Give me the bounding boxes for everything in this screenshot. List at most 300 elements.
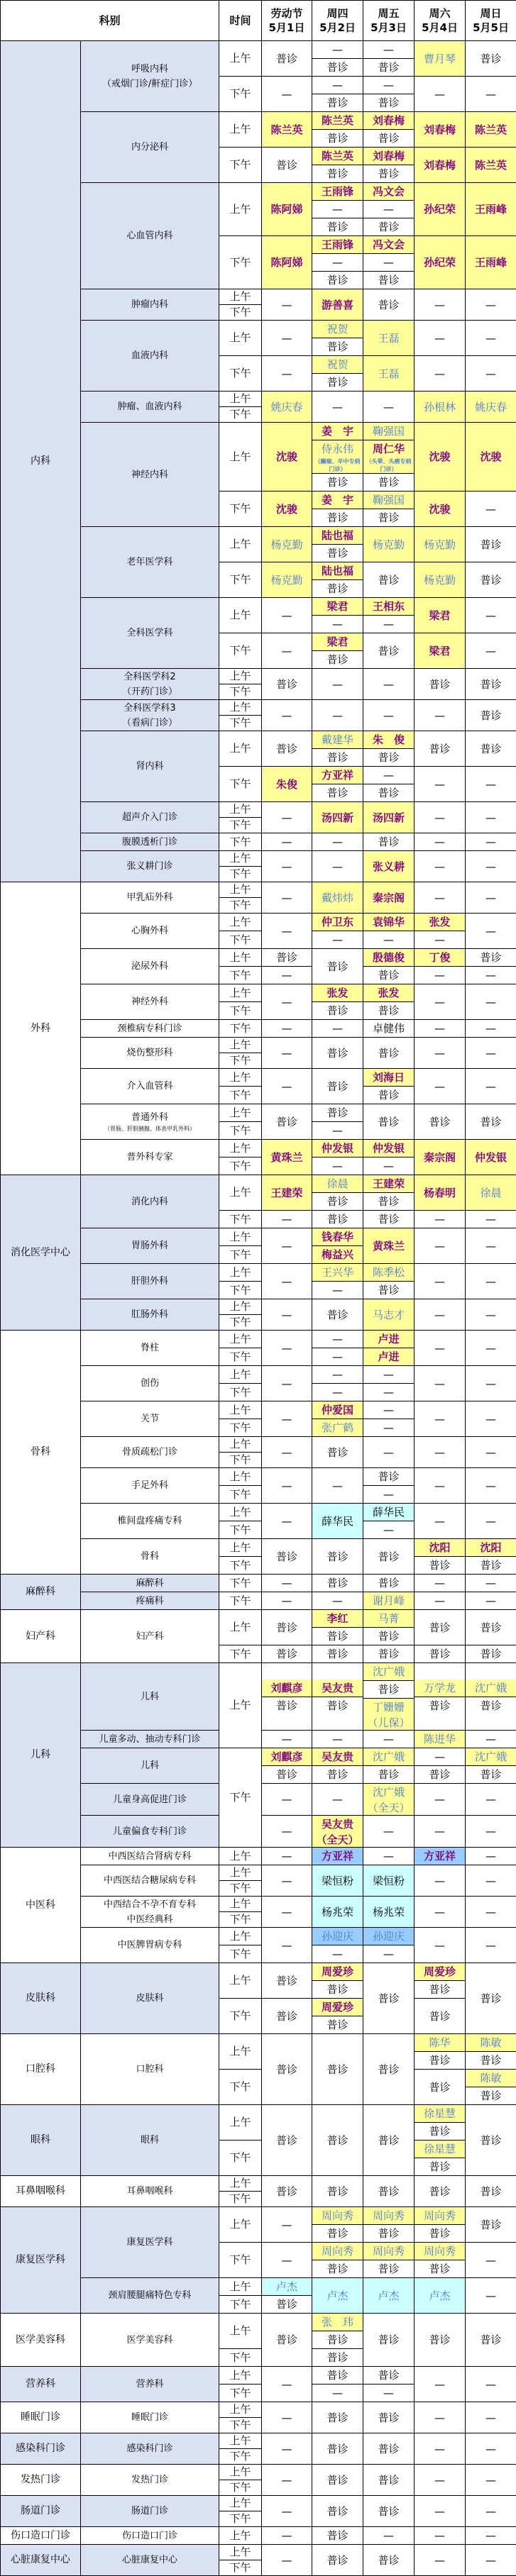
general-clinic-label: 普诊	[415, 2260, 465, 2277]
schedule-cell	[312, 2496, 363, 2527]
department-group	[1, 2527, 81, 2545]
schedule-cell	[312, 1264, 363, 1282]
schedule-cell	[415, 1401, 466, 1437]
no-clinic-dash: —	[415, 1375, 465, 1392]
no-clinic-dash: —	[466, 501, 516, 518]
department-label: 肿瘤内科	[81, 297, 219, 312]
no-clinic-dash: —	[262, 330, 312, 347]
schedule-cell	[262, 1748, 312, 1784]
time-slot	[219, 183, 262, 236]
schedule-cell	[363, 2527, 415, 2545]
doctor-name: 仲发银	[312, 1140, 363, 1157]
doctor-name: 李红	[312, 1610, 363, 1627]
no-clinic-dash: —	[466, 967, 516, 984]
department-group	[1, 1663, 81, 1848]
time-slot	[219, 2496, 262, 2511]
time-label: 下午	[219, 87, 261, 101]
schedule-cell	[312, 802, 363, 833]
schedule-cell	[312, 1504, 363, 1539]
department-name	[81, 1331, 219, 1366]
doctor-name: 陈阿娣	[262, 201, 312, 218]
schedule-cell	[363, 41, 415, 77]
general-clinic-label: 普诊	[363, 1680, 414, 1698]
schedule-cell	[466, 289, 516, 321]
general-clinic-label: 普诊	[363, 2183, 414, 2200]
general-clinic-label: 普诊	[363, 2409, 414, 2426]
doctor-name: 徐星慧	[415, 2105, 465, 2122]
no-clinic-dash: —	[262, 1848, 312, 1865]
no-clinic-dash: —	[363, 77, 414, 94]
schedule-cell	[262, 914, 312, 949]
schedule-row	[1, 882, 516, 898]
time-label: 下午	[219, 1647, 261, 1662]
schedule-cell	[312, 1401, 363, 1419]
schedule-cell	[363, 1663, 415, 1731]
schedule-cell	[415, 767, 466, 802]
doctor-name: 杨春明	[415, 1184, 465, 1201]
doctor-name: 徐星慧	[415, 2141, 465, 2158]
doctor-name: 沈骏	[262, 448, 312, 465]
schedule-cell	[363, 2243, 415, 2278]
doctor-name: 卢进	[363, 1348, 414, 1365]
general-clinic-label: 普诊	[312, 2349, 363, 2366]
schedule-cell	[466, 851, 516, 882]
doctor-name: 丁姗姗	[363, 1698, 414, 1716]
department-name	[81, 2034, 219, 2105]
no-clinic-dash: —	[262, 607, 312, 624]
no-clinic-dash: —	[415, 1306, 465, 1323]
schedule-cell	[363, 1038, 415, 1069]
schedule-cell	[262, 1401, 312, 1437]
no-clinic-dash: —	[466, 1575, 516, 1592]
time-label: 上午	[219, 2280, 261, 2294]
no-clinic-dash: —	[363, 200, 414, 218]
department-name	[81, 183, 219, 289]
time-label: 上午	[219, 1367, 261, 1382]
schedule-cell	[363, 183, 415, 236]
time-label: 下午	[219, 2080, 261, 2094]
time-slot	[219, 2527, 262, 2545]
general-clinic-label: 普诊	[363, 509, 414, 526]
no-clinic-dash: —	[312, 2385, 363, 2402]
no-clinic-dash: —	[363, 1384, 414, 1401]
schedule-cell	[262, 2034, 312, 2105]
time-slot	[219, 1557, 262, 1575]
day-header	[466, 1, 516, 41]
department-label: 中西医结合糖尿病专科	[81, 1873, 219, 1888]
day-header	[312, 1, 363, 41]
department-label: 呼吸内科	[81, 62, 219, 77]
no-clinic-dash: —	[466, 1477, 516, 1494]
time-slot	[219, 2418, 262, 2433]
schedule-cell	[466, 2278, 516, 2314]
schedule-cell	[466, 2496, 516, 2527]
schedule-cell	[466, 1140, 516, 1175]
schedule-cell	[363, 802, 415, 833]
department-label: 骨质疏松门诊	[81, 1445, 219, 1460]
schedule-cell	[415, 1963, 466, 1999]
department-label: 疼痛科	[81, 1594, 219, 1609]
department-label: 创伤	[81, 1376, 219, 1391]
no-clinic-dash: —	[262, 1872, 312, 1889]
department-label: 儿童身高促进门诊	[81, 1792, 219, 1807]
schedule-cell	[466, 882, 516, 914]
day-date: 5月4日	[415, 21, 465, 35]
no-clinic-dash: —	[466, 1513, 516, 1530]
time-slot	[219, 1020, 262, 1038]
schedule-cell	[363, 1468, 415, 1486]
doctor-name: 孙迎庆	[312, 1928, 363, 1945]
time-slot	[219, 1610, 262, 1645]
no-clinic-dash: —	[363, 1486, 414, 1503]
department-label: 外科	[1, 1021, 80, 1036]
department-label: 发热门诊	[1, 2472, 80, 2487]
time-slot	[219, 562, 262, 598]
no-clinic-dash: —	[415, 967, 465, 984]
schedule-cell	[312, 1748, 363, 1784]
doctor-name: （全天）	[312, 1833, 363, 1847]
day-name: 周日	[466, 6, 516, 21]
schedule-cell	[415, 1299, 466, 1331]
doctor-name: 陈阿娣	[262, 254, 312, 271]
no-clinic-dash: —	[415, 1513, 465, 1530]
schedule-cell	[262, 731, 312, 767]
time-slot	[219, 1211, 262, 1228]
schedule-cell	[363, 914, 415, 931]
time-label: 上午	[219, 986, 261, 1001]
doctor-name: 梁君	[415, 607, 465, 624]
doctor-name: 王雨锋	[312, 183, 363, 200]
schedule-cell	[415, 833, 466, 851]
schedule-cell	[262, 356, 312, 392]
time-label: 下午	[219, 1487, 261, 1502]
doctor-name: 王磊	[363, 330, 414, 347]
schedule-cell	[363, 1504, 415, 1521]
time-label: 上午	[219, 1299, 261, 1314]
doctor-name: 马菁	[363, 1610, 414, 1627]
doctor-name: 马志才	[363, 1306, 414, 1323]
general-clinic-label: 普诊	[363, 58, 414, 76]
time-label: 上午	[219, 450, 261, 465]
time-label: 上午	[219, 1849, 261, 1864]
schedule-cell	[363, 1963, 415, 2034]
time-label: 下午	[219, 2350, 261, 2365]
time-slot	[219, 1468, 262, 1486]
schedule-cell	[262, 1784, 312, 1816]
time-slot	[219, 2385, 262, 2402]
general-clinic-label: 普诊	[363, 784, 414, 801]
department-label: 椎间盘疼痛专科	[81, 1514, 219, 1528]
doctor-name: 王雨峰	[466, 254, 516, 271]
schedule-cell	[262, 2465, 312, 2496]
time-label: 上午	[219, 1106, 261, 1121]
department-label: 内科	[1, 454, 80, 469]
schedule-cell	[262, 1575, 312, 1592]
no-clinic-dash: —	[415, 809, 465, 826]
no-clinic-dash: —	[312, 615, 363, 633]
department-name	[81, 1140, 219, 1175]
schedule-cell	[262, 2367, 312, 2402]
schedule-cell	[312, 148, 363, 183]
department-label: 心脏康复中心	[1, 2553, 80, 2567]
schedule-cell	[466, 1211, 516, 1228]
schedule-cell	[466, 949, 516, 967]
schedule-cell	[415, 914, 466, 931]
no-clinic-dash: —	[262, 2409, 312, 2426]
department-label: 消化医学中心	[1, 1245, 80, 1260]
schedule-cell	[312, 1645, 363, 1663]
no-clinic-dash: —	[415, 2503, 465, 2520]
schedule-cell	[262, 1999, 312, 2034]
schedule-cell	[312, 183, 363, 236]
time-label: 上午	[219, 2176, 261, 2191]
schedule-cell	[415, 2496, 466, 2527]
department-group	[1, 1331, 81, 1575]
schedule-cell	[466, 1069, 516, 1104]
general-clinic-label: 普诊	[312, 579, 363, 597]
no-clinic-dash: —	[363, 615, 414, 633]
doctor-name: 朱 俊	[363, 731, 414, 748]
department-name	[81, 914, 219, 949]
department-label: 神经外科	[81, 994, 219, 1009]
general-clinic-label: 普诊	[312, 1002, 363, 1019]
schedule-cell	[363, 1366, 415, 1384]
department-name	[81, 1928, 219, 1963]
time-slot	[219, 1928, 262, 1945]
no-clinic-dash: —	[466, 1791, 516, 1808]
schedule-cell	[363, 1521, 415, 1539]
general-clinic-label: 普诊	[312, 473, 363, 491]
schedule-cell	[466, 1366, 516, 1401]
time-slot	[219, 2560, 262, 2576]
time-slot	[219, 1539, 262, 1557]
doctor-name: 杨兆荣	[312, 1904, 363, 1921]
department-label: 腹膜透析门诊	[81, 835, 219, 850]
general-clinic-label: 普诊	[415, 2158, 465, 2175]
general-clinic-label: 普诊	[262, 676, 312, 693]
general-clinic-label: 普诊	[415, 676, 465, 693]
schedule-cell	[466, 1038, 516, 1069]
department-group	[1, 1848, 81, 1963]
schedule-cell	[363, 1348, 415, 1366]
schedule-row	[1, 1610, 516, 1645]
doctor-name: 周爱珍	[312, 1999, 363, 2016]
schedule-cell	[312, 833, 363, 851]
schedule-cell	[363, 1140, 415, 1157]
doctor-name: 杨克勤	[262, 572, 312, 589]
time-label: 上午	[219, 1698, 261, 1713]
general-clinic-label: 普诊	[466, 2183, 516, 2200]
general-clinic-label: 普诊	[415, 2183, 465, 2200]
schedule-cell	[363, 931, 415, 949]
time-slot	[219, 684, 262, 700]
general-clinic-label: 普诊	[415, 1697, 465, 1714]
schedule-cell	[415, 1539, 466, 1575]
general-clinic-label: 普诊	[363, 218, 414, 235]
no-clinic-dash: —	[262, 643, 312, 660]
time-label: 下午	[219, 1004, 261, 1018]
schedule-row	[1, 1175, 516, 1211]
department-group	[1, 2105, 81, 2176]
time-label: 上午	[219, 392, 261, 406]
no-clinic-dash: —	[262, 1211, 312, 1228]
no-clinic-dash: —	[415, 858, 465, 875]
schedule-cell	[312, 1020, 363, 1038]
schedule-cell	[262, 2296, 312, 2314]
schedule-cell	[312, 1848, 363, 1865]
no-clinic-dash: —	[363, 2527, 414, 2544]
schedule-cell	[415, 183, 466, 236]
time-label: 上午	[219, 2528, 261, 2543]
general-clinic-label: 普诊	[363, 643, 414, 660]
no-clinic-dash: —	[415, 1045, 465, 1062]
no-clinic-dash: —	[312, 1366, 363, 1383]
department-name	[81, 598, 219, 669]
time-label: 下午	[219, 1212, 261, 1227]
schedule-cell	[363, 2278, 415, 2314]
schedule-cell	[363, 392, 415, 423]
schedule-cell	[415, 700, 466, 731]
schedule-cell	[415, 1175, 466, 1211]
general-clinic-label: 普诊	[466, 2132, 516, 2149]
schedule-cell	[415, 598, 466, 633]
department-group	[1, 1963, 81, 2034]
no-clinic-dash: —	[415, 1937, 465, 1954]
time-slot	[219, 2207, 262, 2243]
schedule-cell	[363, 2105, 415, 2176]
general-clinic-label: 普诊	[363, 473, 414, 491]
doctor-name: 张发	[363, 984, 414, 1001]
time-slot	[219, 1401, 262, 1419]
schedule-cell	[363, 1539, 415, 1575]
schedule-row	[1, 1663, 516, 1731]
no-clinic-dash: —	[415, 1078, 465, 1095]
doctor-name: 侍永伟	[312, 440, 363, 457]
general-clinic-label: 普诊	[312, 1627, 363, 1645]
no-clinic-dash: —	[415, 1411, 465, 1428]
time-slot	[219, 1504, 262, 1521]
general-clinic-label: 普诊	[312, 2331, 363, 2348]
schedule-cell	[312, 2243, 363, 2278]
no-clinic-dash: —	[312, 1384, 363, 1401]
general-clinic-label: 普诊	[466, 1619, 516, 1636]
general-clinic-label: 普诊	[262, 2008, 312, 2025]
time-slot	[219, 1104, 262, 1122]
schedule-cell	[262, 984, 312, 1020]
doctor-name: 沈广娥	[466, 1748, 516, 1765]
schedule-cell	[363, 2545, 415, 2576]
schedule-cell	[466, 598, 516, 633]
time-label: 上午	[219, 289, 261, 304]
schedule-cell	[312, 112, 363, 148]
time-slot	[219, 882, 262, 898]
no-clinic-dash: —	[262, 1477, 312, 1494]
general-clinic-label: 普诊	[262, 1697, 312, 1714]
no-clinic-dash: —	[466, 889, 516, 906]
schedule-row	[1, 2105, 516, 2141]
schedule-cell	[415, 1645, 466, 1663]
time-label: 上午	[219, 608, 261, 623]
no-clinic-dash: —	[415, 776, 465, 793]
schedule-cell	[415, 669, 466, 700]
no-clinic-dash: —	[262, 1937, 312, 1954]
no-clinic-dash: —	[262, 1904, 312, 1921]
no-clinic-dash: —	[363, 399, 414, 416]
no-clinic-dash: —	[415, 296, 465, 313]
no-clinic-dash: —	[262, 2252, 312, 2269]
general-clinic-label: 普诊	[466, 1990, 516, 2007]
general-clinic-label: 普诊	[312, 2224, 363, 2242]
doctor-name: 杨克勤	[363, 536, 414, 553]
doctor-name: 周爱珍	[415, 1963, 465, 1980]
schedule-cell	[466, 41, 516, 77]
general-clinic-label: 普诊	[466, 949, 516, 966]
general-clinic-label: 普诊	[466, 572, 516, 589]
no-clinic-dash: —	[363, 1419, 414, 1436]
schedule-cell	[312, 1784, 363, 1816]
schedule-cell	[262, 492, 312, 527]
doctor-name: 袁锦华	[363, 914, 414, 931]
time-label: 上午	[219, 1038, 261, 1053]
schedule-cell	[312, 1104, 363, 1122]
doctor-name: 周向秀	[312, 2207, 363, 2224]
schedule-cell	[312, 1928, 363, 1945]
schedule-cell	[363, 2176, 415, 2207]
schedule-cell	[415, 2402, 466, 2433]
time-slot	[219, 1881, 262, 1897]
schedule-cell	[466, 914, 516, 949]
schedule-cell	[363, 492, 415, 527]
general-clinic-label: 普诊	[262, 2061, 312, 2078]
general-clinic-label: 普诊	[363, 1627, 414, 1645]
general-clinic-label: 普诊	[312, 1980, 363, 1998]
schedule-cell	[262, 77, 312, 112]
department-name	[81, 1748, 219, 1784]
time-label: 上午	[219, 1437, 261, 1452]
department-name	[81, 1038, 219, 1069]
schedule-cell	[466, 2545, 516, 2576]
schedule-cell	[363, 1299, 415, 1331]
schedule-cell	[363, 767, 415, 802]
time-label: 下午	[219, 643, 261, 658]
schedule-cell	[466, 967, 516, 984]
schedule-cell	[262, 1928, 312, 1963]
time-slot	[219, 1331, 262, 1348]
no-clinic-dash: —	[415, 833, 465, 850]
schedule-cell	[312, 2278, 363, 2314]
time-slot	[219, 1575, 262, 1592]
time-label: 上午	[219, 1865, 261, 1880]
schedule-cell	[415, 41, 466, 77]
doctor-name: 沈骏	[466, 448, 516, 465]
doctor-name: 徐晨	[466, 1184, 516, 1201]
doctor-name: 鞠强国	[363, 492, 414, 509]
schedule-cell	[312, 1366, 363, 1384]
doctor-name: 沈骏	[415, 448, 465, 465]
time-slot	[219, 1663, 262, 1748]
no-clinic-dash: —	[363, 41, 414, 58]
time-slot	[219, 867, 262, 882]
general-clinic-label: 普诊	[312, 338, 363, 355]
time-slot	[219, 598, 262, 633]
schedule-cell	[363, 289, 415, 321]
department-label: 甲乳疝外科	[81, 890, 219, 905]
schedule-cell	[312, 598, 363, 633]
schedule-cell	[262, 2402, 312, 2433]
schedule-cell	[466, 1575, 516, 1592]
time-label: 下午	[219, 835, 261, 850]
time-label: 下午	[219, 1558, 261, 1573]
